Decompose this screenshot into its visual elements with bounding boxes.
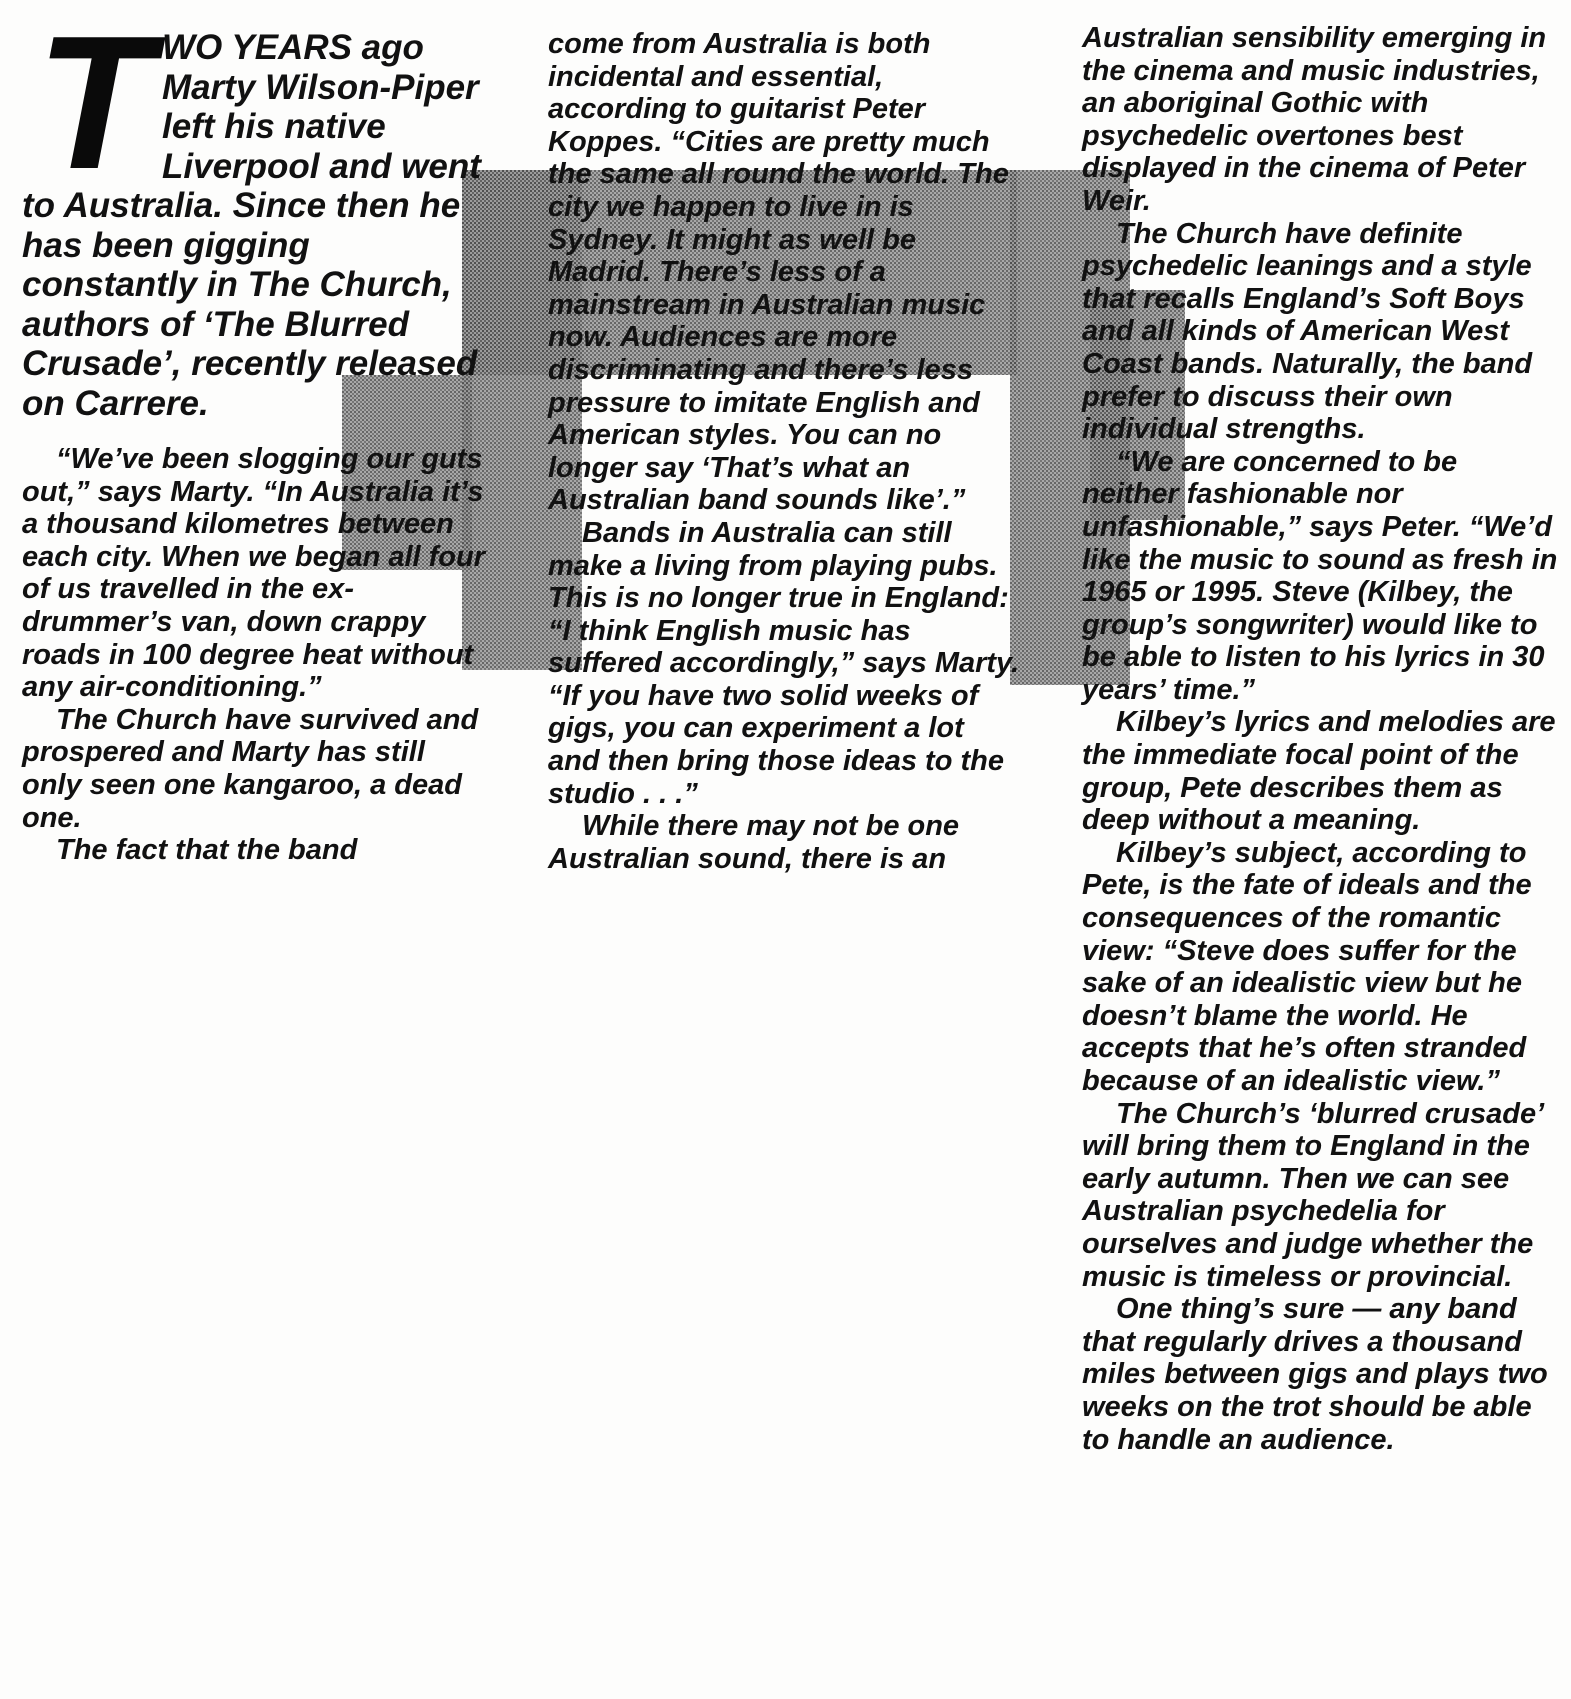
paragraph: The Church’s ‘blurred crusade’ will bring them to England in the early autumn. Then we can see Australian psychedelia for ourselves and judge whether the music is timeless or provincial. [1082,1097,1544,1293]
column-2 [548,28,1022,875]
paragraph: Kilbey’s lyrics and melodies are the immediate focal point of the group, Pete describes them as deep without a meaning. [1082,706,1556,837]
column-3 [1082,22,1560,1456]
paragraph: Kilbey’s subject, according to Pete, is the fate of ideals and the consequences of the romantic view: “Steve does suffer for the sake of an idealistic view but he doesn’t blame the world. He accepts that he’s often stranded because of an idealistic view.” [1082,836,1532,1097]
paragraph: come from Australia is both incidental and essential, according to guitarist Peter Koppes. “Cities are pretty much the same all round the world. The city we happen to live in is Sydney. It might as well be Madrid. There’s less of a mainstream in Australian music now. Audiences are more discriminating and there’s less pressure to imitate English and American styles. You can no longer say ‘That’s what an Australian band sounds like’.” [548,28,1009,517]
drop-cap: T [36,0,153,209]
paragraph: The Church have survived and prospered and Marty has still only seen one kangaroo, a dead one. [22,703,479,834]
paragraph: While there may not be one Australian sound, there is an [548,810,960,875]
paragraph: “We’ve been slogging our guts out,” says Marty. “In Australia it’s a thousand kilometres between each city. When we began all four of us travelled in the ex-drummer’s van, down crappy roads in 100 degree heat without any air-conditioning.” [22,443,486,704]
paragraph: The Church have definite psychedelic leanings and a style that recalls England’s Soft Boys and all kinds of American West Coast bands. Naturally, the band prefer to discuss their own individual strengths. [1082,217,1533,446]
paragraph: One thing’s sure — any band that regularly drives a thousand miles between gigs and plays two weeks on the trot should be able to handle an audience. [1082,1293,1548,1456]
paragraph: “We are concerned to be neither fashionable nor unfashionable,” says Peter. “We’d like the music to sound as fresh in 1965 or 1995. Steve (Kilbey, the group’s songwriter) would like to be able to listen to his lyrics in 30 years’ time.” [1082,445,1558,706]
column-1 [22,0,490,867]
paragraph: Bands in Australia can still make a living from playing pubs. This is no longer true in England: “I think English music has suffered accordingly,” says Marty. “If you have two solid weeks of gigs, you can experiment a lot and then bring those ideas to the studio . . .” [548,516,1020,810]
paragraph: The fact that the band [56,834,358,867]
paragraph: Australian sensibility emerging in the cinema and music industries, an aboriginal Gothic with psychedelic overtones best displayed in the cinema of Peter Weir. [1082,22,1547,217]
lead-paragraph: WO YEARS ago Marty Wilson-Piper left his native Liverpool and went to Australia. Since then he has been gigging constantly in The Church, authors of ‘The Blurred Crusade’, recently released on Carrere. [22,28,481,423]
